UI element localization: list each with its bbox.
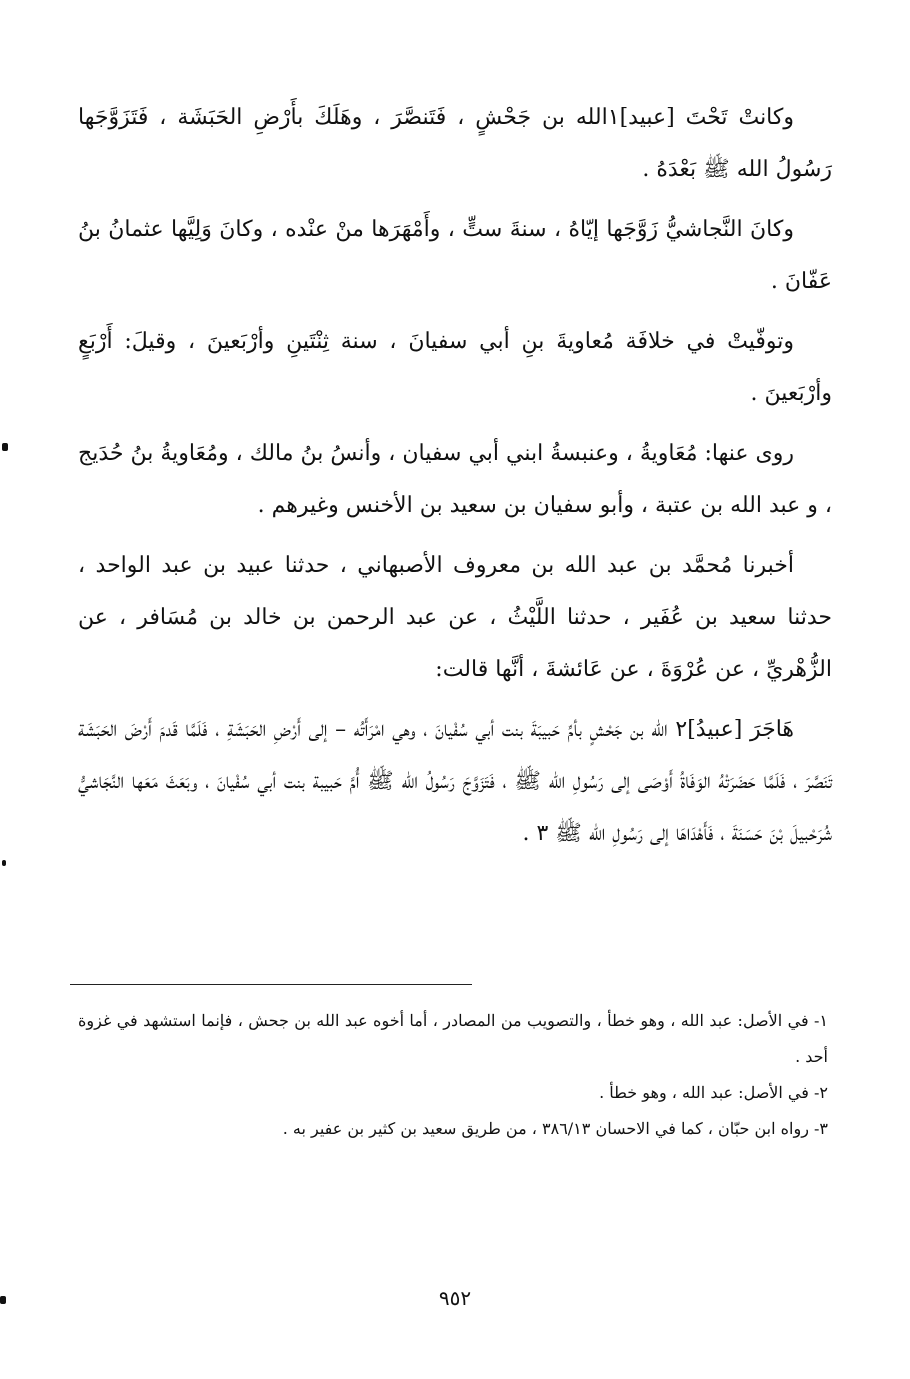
paragraph-4: روى عنها: مُعَاويةُ ، وعنبسةُ ابني أبي سفيان ، وأنسُ بنُ مالك ، ومُعَاويةُ بنُ حُدَيج ، و عبد الله بن عتبة ، وأبو سفيان بن سعيد بن الأخنس وغيرهم . — [78, 441, 832, 518]
paragraph-6: هَاجَرَ [عبيدُ]٢ الله بن جَحْشٍ بأمِّ حَبيبَةَ بنت أبي سُفْيانَ ، وهي امْرَأَتُه – إلى أَرْضِ الحَبَشَةِ ، فَلَمَّا قَدمَ أَرْضَ الحَبَشَة تَنَصَّرَ ، فَلَمَّا حَضَرَتْهُ الوَفَاةُ أَوْصَى إلى رَسُولِ الله ﷺ ، فَتَزَوَّجَ رَسُولُ الله ﷺ أُمَّ حَبيبة بنت أبي سُفْيانَ ، وبَعَثَ مَعَها النَّجَاشيُّ شُرَحْبيلَ بْنَ حَسَنَةَ ، فَأَهْدَاهَا إلى رَسُولِ الله ﷺ ٣ . — [78, 717, 832, 846]
margin-mark — [2, 443, 8, 451]
margin-mark — [2, 860, 6, 866]
main-text — [78, 92, 832, 868]
paragraph-5: أخبرنا مُحمَّد بن عبد الله بن معروف الأصبهاني ، حدثنا عبيد بن عبد الواحد ، حدثنا سعيد بن عُفَير ، حدثنا اللَّيْثُ ، عن عبد الرحمن بن خالد بن مُسَافر ، عن الزُّهْريِّ ، عن عُرْوَةَ ، عن عَائشةَ ، أنَّها قالت: — [78, 553, 832, 682]
footnote-2: ٢- في الأصل: عبد الله ، وهو خطأ . — [599, 1083, 828, 1102]
footnotes — [78, 1003, 828, 1147]
footnote-1: ١- في الأصل: عبد الله ، وهو خطأ ، والتصويب من المصادر ، أما أخوه عبد الله بن جحش ، فإنما استشهد في غزوة أحد . — [78, 1011, 828, 1066]
paragraph-3: وتوفّيتْ في خلافَة مُعاويةَ بنِ أبي سفيانَ ، سنة ثِنْتَينِ وأرْبَعينَ ، وقيلَ: أَرْبَعٍ وأرْبَعينَ . — [78, 329, 832, 406]
paragraph-1: وكانتْ تَحْتَ [عبيد]١الله بن جَحْشٍ ، فَتَنصَّرَ ، وهَلَكَ بأَرْضِ الحَبَشَة ، فَتَزَوَّجَها رَسُولُ الله ﷺ بَعْدَهُ . — [78, 105, 832, 182]
page-number: ٩٥٢ — [438, 1286, 472, 1310]
footnote-3: ٣- رواه ابن حبّان ، كما في الاحسان ٣٨٦/١٣ ، من طريق سعيد بن كثير بن عفير به . — [282, 1119, 828, 1138]
paragraph-2: وكانَ النَّجاشيُّ زَوَّجَها إيّاهُ ، سنةَ ستٍّ ، وأَمْهَرَها منْ عنْده ، وكانَ وَلِيَّها عثمانُ بنُ عَفّانَ . — [78, 217, 832, 294]
margin-mark — [0, 1296, 6, 1304]
footnote-divider — [70, 984, 472, 985]
